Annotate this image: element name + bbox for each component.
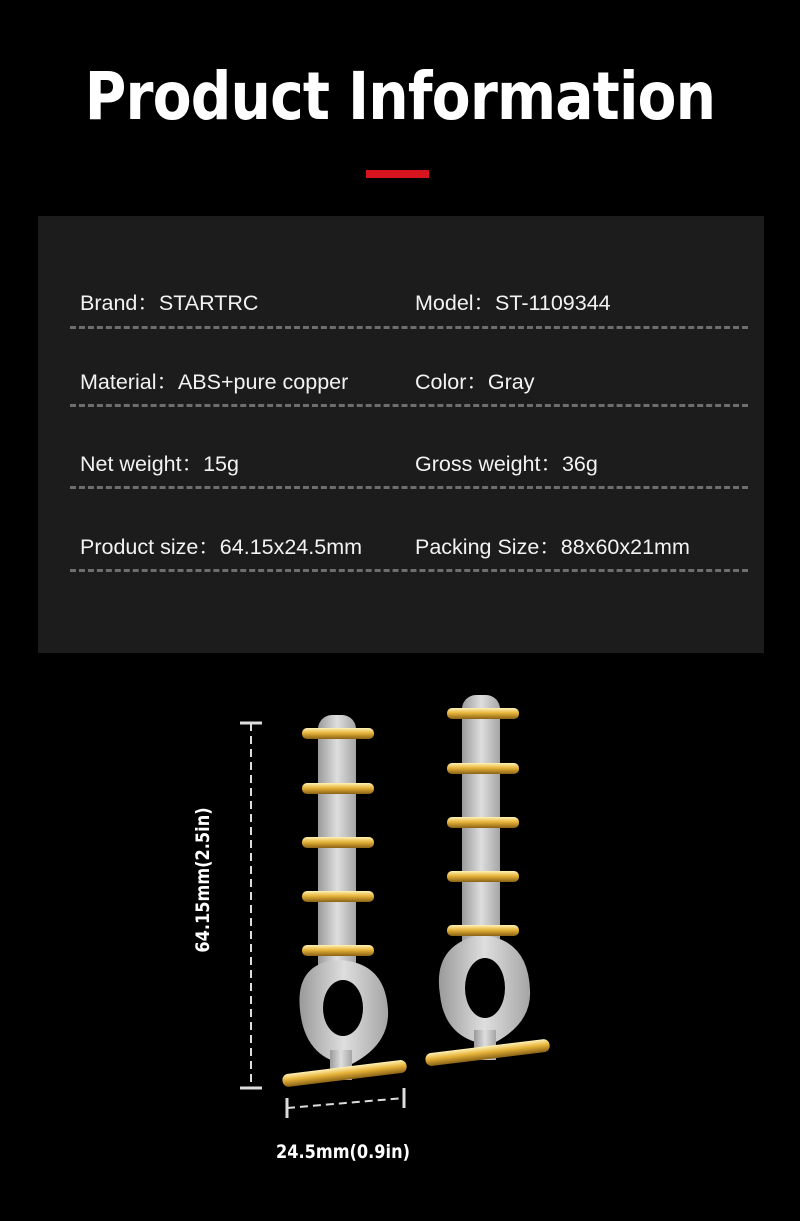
spec-divider	[70, 486, 748, 489]
width-dimension-label: 24.5mm(0.9in)	[276, 1141, 410, 1163]
spec-model: Model：ST-1109344	[415, 291, 611, 315]
spec-divider	[70, 326, 748, 329]
antenna-right	[425, 695, 551, 1067]
spec-material: Material：ABS+pure copper	[80, 370, 349, 394]
antenna-left	[282, 715, 408, 1088]
spec-net-weight: Net weight：15g	[80, 452, 239, 476]
product-illustration	[0, 680, 800, 1200]
product-diagram	[0, 680, 800, 1200]
spec-brand: Brand：STARTRC	[80, 291, 259, 315]
spec-row	[70, 447, 750, 507]
spec-row	[70, 365, 750, 425]
spec-color: Color：Gray	[415, 370, 535, 394]
height-dimension-line	[240, 723, 262, 1088]
spec-gross-weight: Gross weight：36g	[415, 452, 598, 476]
spec-product-size: Product size：64.15x24.5mm	[80, 535, 363, 559]
spec-divider	[70, 569, 748, 572]
height-dimension-label: 64.15mm(2.5in)	[192, 807, 214, 953]
spec-row	[70, 286, 750, 346]
spec-packing-size: Packing Size：88x60x21mm	[415, 535, 690, 559]
spec-divider	[70, 404, 748, 407]
width-dimension-line	[287, 1088, 404, 1118]
title-accent-bar	[366, 170, 429, 178]
spec-panel	[38, 216, 764, 653]
page-title: Product Information	[84, 58, 716, 135]
spec-row	[70, 530, 750, 590]
